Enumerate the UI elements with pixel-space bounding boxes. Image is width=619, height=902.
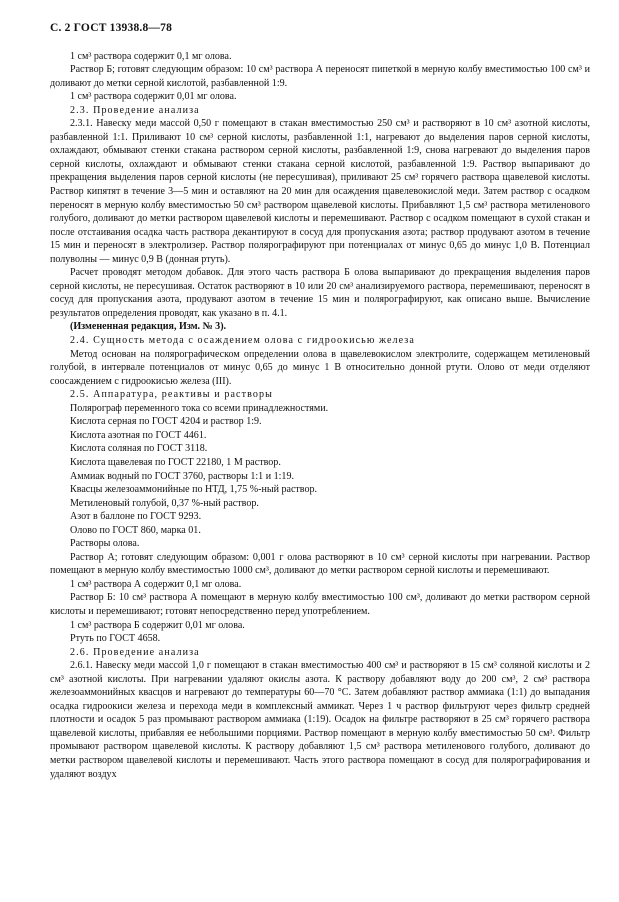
list-item: Квасцы железоаммонийные по НТД, 1,75 %-ный раствор.: [70, 484, 318, 496]
section-heading: 2.4. Сущность метода с осаждением олова с гидроокисью железа: [70, 335, 415, 347]
paragraph: 1 см³ раствора А содержит 0,1 мг олова.: [70, 578, 242, 590]
section-heading: 2.5. Аппаратура, реактивы и растворы: [70, 389, 273, 401]
document-page: [50, 22, 590, 781]
paragraph: 1 см³ раствора Б содержит 0,01 мг олова.: [70, 619, 245, 631]
paragraph: Раствор Б; готовят следующим образом: 10 см³ раствора А переносят пипеткой в мерную колбу вместимостью 100 см³ и доливают до метки серной кислотой, разбавленной 1:9.: [50, 64, 590, 89]
list-item: Кислота азотная по ГОСТ 4461.: [70, 429, 207, 441]
list-item: Ртуть по ГОСТ 4658.: [70, 633, 161, 645]
list-item: Азот в баллоне по ГОСТ 9293.: [70, 511, 202, 523]
paragraph: 1 см³ раствора содержит 0,1 мг олова.: [70, 50, 232, 62]
paragraph: 2.6.1. Навеску меди массой 1,0 г помещают в стакан вместимостью 400 см³ и растворяют в 15 см³ соляной кислоты и 2 см³ азотной кислоты. При нагревании удаляют окислы азота. К раствору добавляют воду до 200 см³, 2 см³ раствора железоаммонийных квасцов и нагревают до температуры 60—70 °С. Затем добавляют раствор аммиака (1:1) до выпадания осадка гидроокиси железа и перехода меди в комплексный аммикат. Через 1 ч раствор фильтруют через фильтр средней плотности и осадок 5 раз промывают раствором аммиака (1:19). Осадок на фильтре растворяют в 25 см³ горячего раствора щавелевой кислоты, прибавляя ее небольшими порциями. Раствор помещают в мерную колбу вместимостью 50 см³. Фильтр промывают раствором щавелевой кислоты. К раствору добавляют 1,5 см³ раствора метиленового голубого, доливают до метки раствором щавелевой кислоты и перемешивают. Часть этого раствора помещают в сосуд для полярографирования и удаляют воздух: [50, 660, 590, 780]
list-item: Полярограф переменного тока со всеми принадлежностями.: [70, 402, 329, 414]
amendment-note: (Измененная редакция, Изм. № 3).: [70, 321, 227, 333]
list-item: Аммиак водный по ГОСТ 3760, растворы 1:1 и 1:19.: [70, 470, 294, 482]
paragraph: 2.3.1. Навеску меди массой 0,50 г помещают в стакан вместимостью 250 см³ и растворяют в 10 см³ азотной кислоты, разбавленной 1:1. Приливают 10 см³ серной кислоты, разбавленной 1:1, нагревают до выделения паров серной кислоты, охлаждают, обмывают стенки стакана раствором серной кислоты, разбавленной 1:9, снова нагревают до выделения паров серной кислоты, охлаждают и обмывают стенки стакана серной кислотой, разбавленной 1:9. Раствор выпаривают до прекращения выделения паров серной кислоты (не пересушивая), приливают 25 см³ горячего раствора щавелевой кислоты. Раствор кипятят в течение 3—5 мин и оставляют на 20 мин для осаждения щавелевокислой меди. Затем раствор с осадком переносят в мерную колбу вместимостью 50 см³ раствором щавелевой кислоты. Прибавляют 1,5 см³ раствора метиленового голубого, доливают до метки раствором щавелевой кислоты и перемешивают. Раствор с осадком помещают в сухой стакан и после отстаивания осадка часть раствора декантируют в сосуд для пропускания азота; раствор продувают азотом в течение 15 мин и переносят в электролизер. Раствор полярографируют при потенциалах от минус 0,65 до минус 1,0 В. Потенциал полуволны — минус 0,9 В (донная ртуть).: [50, 118, 590, 265]
list-item: Олово по ГОСТ 860, марка 01.: [70, 524, 201, 536]
page-header: С. 2 ГОСТ 13938.8—78: [50, 22, 173, 34]
paragraph: 1 см³ раствора содержит 0,01 мг олова.: [70, 91, 237, 103]
section-heading: 2.6. Проведение анализа: [70, 646, 200, 658]
list-item: Кислота щавелевая по ГОСТ 22180, 1 М раствор.: [70, 456, 281, 468]
list-item: Кислота соляная по ГОСТ 3118.: [70, 443, 208, 455]
list-item: Растворы олова.: [70, 538, 140, 550]
section-heading: 2.3. Проведение анализа: [70, 104, 200, 116]
paragraph: Метод основан на полярографическом определении олова в щавелевокислом электролите, содержащем метиленовый голубой, в интервале потенциалов от минус 0,65 до минус 1 В относительно донной ртути. Олово от меди отделяют соосаждением с гидроокисью железа (III).: [50, 348, 590, 387]
list-item: Кислота серная по ГОСТ 4204 и раствор 1:9.: [70, 416, 262, 428]
list-item: Метиленовый голубой, 0,37 %-ный раствор.: [70, 497, 259, 509]
paragraph: Расчет проводят методом добавок. Для этого часть раствора Б олова выпаривают до прекращения выделения паров серной кислоты, не пересушивая. Остаток растворяют в 10 или 20 см³ анализируемого раствора, перемешивают, переносят в сосуд для пропускания азота, продувают азотом в течение 15 мин и полярографируют, как описано выше. Вычисление результатов определения проводят, как указано в п. 4.1.: [50, 267, 590, 319]
paragraph: Раствор А; готовят следующим образом: 0,001 г олова растворяют в 10 см³ серной кислоты при нагревании. Раствор помещают в мерную колбу вместимостью 1000 см³, доливают до метки раствором серной кислоты и перемешивают.: [50, 551, 590, 577]
paragraph: Раствор Б: 10 см³ раствора А помещают в мерную колбу вместимостью 100 см³, доливают до метки раствором серной кислоты и перемешивают; готовят непосредственно перед употреблением.: [50, 592, 590, 617]
